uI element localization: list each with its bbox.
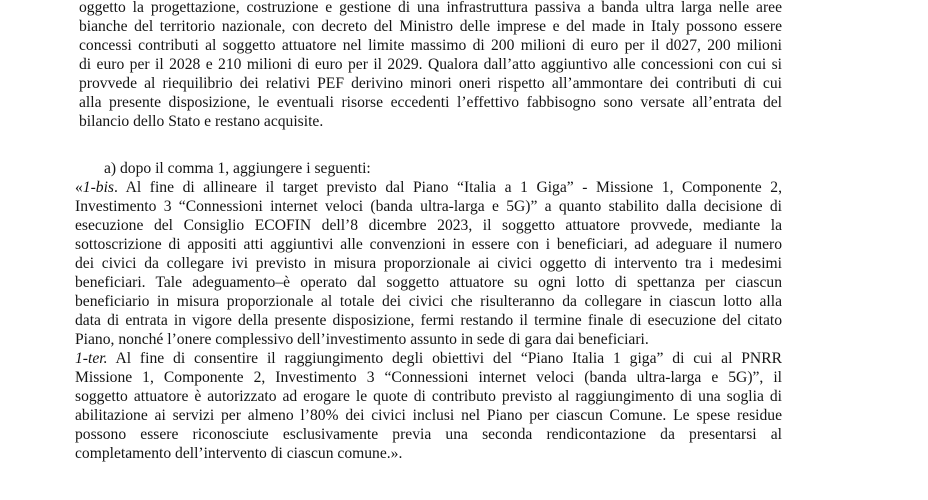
comma-text: Al fine di consentire il raggiungimento degli obiettivi del “Piano Italia 1 giga” di cui al PNRR xyxy=(107,350,782,367)
text-line: soggetto attuatore è autorizzato ad erogare le quote di contributo previsto al raggiungimento di una soglia di xyxy=(75,388,782,405)
text-line: beneficiario in misura proporzionale al totale dei civici che risulteranno da collegare in ciascun lotto alla xyxy=(75,293,782,310)
open-quote: « xyxy=(75,179,83,196)
comma-label: 1-bis xyxy=(82,179,114,196)
text-line: bianche del territorio nazionale, con decreto del Ministro delle imprese e del made in Italy possono essere xyxy=(79,18,782,35)
text-line: dei civici da collegare ivi previsto in misura proporzionale ai civici oggetto di intervento tra i medesimi xyxy=(75,255,782,272)
text-line: esecuzione del Consiglio ECOFIN dell’8 dicembre 2023, il soggetto attuatore provvede, mediante la xyxy=(75,217,782,234)
text-line: beneficiari. Tale adeguamento–è operato dal soggetto attuatore su ogni lotto di spettanza per ciascun xyxy=(75,274,782,291)
text-line: oggetto la progettazione, costruzione e gestione di una infrastruttura passiva a banda ultra larga nelle aree xyxy=(79,0,782,16)
text-line: data di entrata in vigore della presente disposizione, fermi restando il termine finale di esecuzione del citato xyxy=(75,312,782,329)
list-intro: a) dopo il comma 1, aggiungere i seguenti: xyxy=(104,160,371,177)
comma-1bis-first-line xyxy=(75,178,782,197)
text-line: possono essere riconosciute esclusivamente previa una seconda rendicontazione da presentarsi al xyxy=(75,426,782,443)
text-line: Missione 1, Componente 2, Investimento 3 “Connessioni internet veloci (banda ultra-larga e 5G)”, il xyxy=(75,369,782,386)
text-line: provvede al riequilibrio dei relativi PEF derivino minori oneri rispetto all’ammontare dei contributi di cui xyxy=(79,75,782,92)
text-line: completamento dell’intervento di ciascun comune.». xyxy=(75,445,403,462)
comma-text: . Al fine di allineare il target previsto dal Piano “Italia a 1 Giga” - Missione 1, Componente 2, xyxy=(113,179,782,196)
text-line: concessi contributi al soggetto attuatore nel limite massimo di 200 milioni di euro per il d027, 200 milioni xyxy=(79,37,782,54)
text-line: abilitazione ai servizi per almeno l’80% dei civici inclusi nel Piano per ciascun Comune. Le spese residue xyxy=(75,407,782,424)
text-line: sottoscrizione di appositi atti aggiuntivi alle convenzioni in essere con i beneficiari, ad adeguare il numero xyxy=(75,236,782,253)
text-line: Investimento 3 “Connessioni internet veloci (banda ultra-larga e 5G)” a quanto stabilito dalla decisione di xyxy=(75,198,782,215)
text-line: Piano, nonché l’onere complessivo dell’investimento assunto in sede di gara dai beneficiari. xyxy=(75,331,649,348)
comma-label: 1-ter. xyxy=(75,350,108,367)
text-line: bilancio dello Stato e restano acquisite. xyxy=(79,113,324,130)
comma-1ter-first-line xyxy=(75,349,782,368)
text-line: alla presente disposizione, le eventuali risorse eccedenti l’effettivo fabbisogno sono versate all’entrata del xyxy=(79,94,782,111)
text-line: di euro per il 2028 e 210 milioni di euro per il 2029. Qualora dall’atto aggiuntivo alle concessioni con cui si xyxy=(79,56,782,73)
